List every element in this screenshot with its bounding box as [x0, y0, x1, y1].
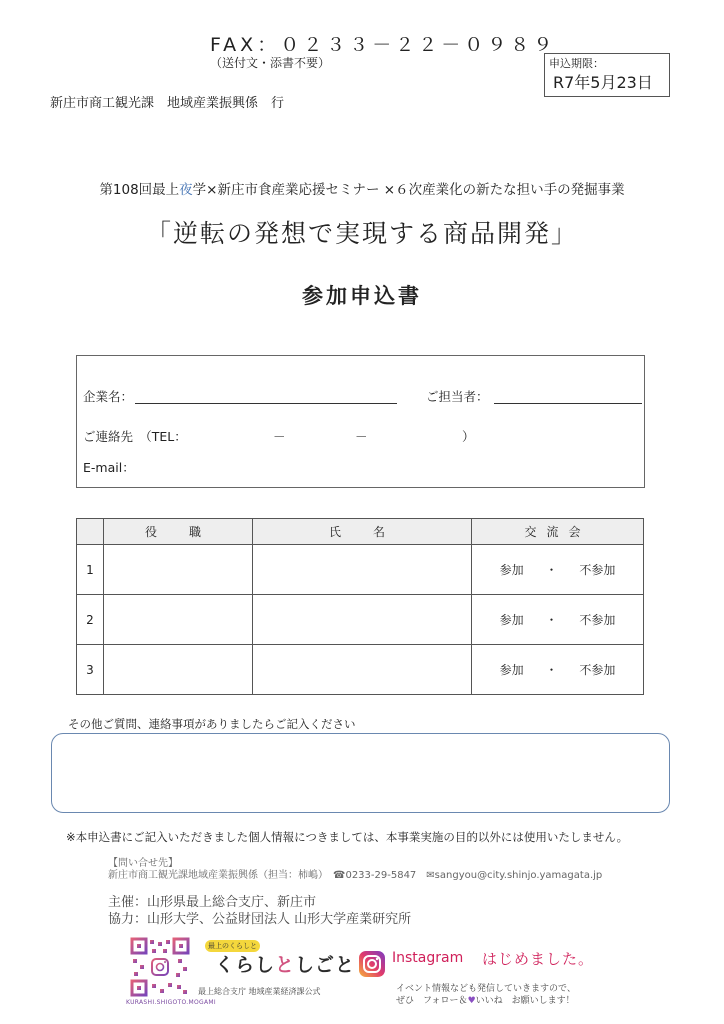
- email-label: E-mail：: [83, 460, 135, 475]
- qr-code-icon[interactable]: [130, 937, 190, 997]
- event-series-part-a: 第108回最上: [99, 182, 180, 198]
- position-cell[interactable]: [104, 645, 253, 695]
- absent-option[interactable]: 不参加: [579, 613, 616, 627]
- row-number: 1: [77, 545, 104, 595]
- form-title: 参加申込書: [302, 284, 422, 308]
- networking-choice-cell: [472, 545, 644, 595]
- brand-logo: [215, 950, 355, 977]
- instagram-label: Instagram: [392, 950, 464, 966]
- seminar-title: 「逆転の発想で実現する商品開発」: [145, 219, 578, 248]
- instagram-note: イベント情報なども発信していきますので、: [396, 984, 576, 994]
- instagram-note-part: ぜひ フォロー＆: [396, 996, 468, 1006]
- attend-option[interactable]: 参加: [499, 663, 524, 677]
- position-cell[interactable]: [104, 545, 253, 595]
- row-number: 2: [77, 595, 104, 645]
- event-series-part-b: 学×新庄市食産業応援セミナー ×６次産業化の新たな担い手の発掘事業: [192, 182, 625, 198]
- phone-close-paren: ）: [462, 429, 475, 444]
- deadline-value: R7年5月23日: [553, 73, 653, 92]
- attend-option[interactable]: 参加: [499, 613, 524, 627]
- event-series: [0, 178, 724, 198]
- participants-table: [76, 518, 644, 695]
- company-info-box: [76, 355, 645, 488]
- table-row: [77, 645, 644, 695]
- contact-person-field[interactable]: [494, 403, 642, 404]
- phone-dash: －: [355, 429, 368, 444]
- addressee: 新庄市商工観光課 地域産業振興係 行: [50, 96, 285, 111]
- cooperating-organizations: 協力：山形大学、公益財団法人 山形大学産業研究所: [108, 912, 412, 927]
- fax-note: （送付文・添書不要）: [210, 56, 331, 70]
- col-header-name: 氏 名: [253, 519, 472, 545]
- inquiry-contact: 新庄市商工観光課地域産業振興係（担当：柿嶋） ☎0233-29-5847 ✉sangyou@city.shinjo.yamagata.jp: [108, 870, 603, 881]
- fax-number: FAX：０２３３－２２－０９８９: [210, 34, 557, 56]
- option-separator: ・: [545, 563, 558, 577]
- inquiry-label: 【問い合せ先】: [108, 858, 178, 869]
- col-header-networking: 交流会: [472, 519, 644, 545]
- instagram-note-part: いいね お願いします！: [475, 996, 575, 1006]
- heart-icon: ♥: [467, 996, 476, 1006]
- row-number: 3: [77, 645, 104, 695]
- brand-name-part: くらし: [215, 954, 276, 976]
- qr-caption: KURASHI.SHIGOTO.MOGAMI: [126, 999, 216, 1006]
- instagram-icon[interactable]: [358, 950, 386, 978]
- contact-person-label: ご担当者：: [426, 389, 489, 404]
- table-row: [77, 545, 644, 595]
- instagram-note: [396, 993, 575, 1006]
- networking-choice-cell: [472, 645, 644, 695]
- option-separator: ・: [545, 663, 558, 677]
- instagram-started: はじめました。: [482, 950, 595, 968]
- absent-option[interactable]: 不参加: [579, 563, 616, 577]
- name-cell[interactable]: [253, 545, 472, 595]
- absent-option[interactable]: 不参加: [579, 663, 616, 677]
- brand-name-part: しごと: [295, 954, 356, 976]
- col-header-number: [77, 519, 104, 545]
- table-row: [77, 595, 644, 645]
- brand-tag: 最上のくらしと: [205, 940, 260, 952]
- table-header-row: [77, 519, 644, 545]
- comments-field[interactable]: [51, 733, 670, 813]
- networking-choice-cell: [472, 595, 644, 645]
- privacy-notice: ※本申込書にご記入いただきました個人情報につきましては、本事業実施の目的以外には使用いたしません。: [66, 830, 629, 844]
- phone-dash: －: [273, 429, 286, 444]
- position-cell[interactable]: [104, 595, 253, 645]
- col-header-position: 役 職: [104, 519, 253, 545]
- company-name-label: 企業名：: [83, 389, 134, 404]
- host-organizations: 主催：山形県最上総合支庁、新庄市: [108, 895, 317, 910]
- event-series-accent: 夜: [179, 182, 193, 198]
- phone-label: ご連絡先 （TEL：: [83, 429, 187, 444]
- option-separator: ・: [545, 613, 558, 627]
- attend-option[interactable]: 参加: [499, 563, 524, 577]
- deadline-box: [544, 53, 670, 97]
- brand-name-part: と: [275, 954, 296, 976]
- company-name-field[interactable]: [135, 403, 397, 404]
- brand-caption: 最上総合支庁 地域産業経済課公式: [198, 987, 321, 996]
- name-cell[interactable]: [253, 595, 472, 645]
- comments-label: その他ご質問、連絡事項がありましたらご記入ください: [68, 717, 356, 731]
- name-cell[interactable]: [253, 645, 472, 695]
- deadline-label: 申込期限：: [549, 57, 604, 70]
